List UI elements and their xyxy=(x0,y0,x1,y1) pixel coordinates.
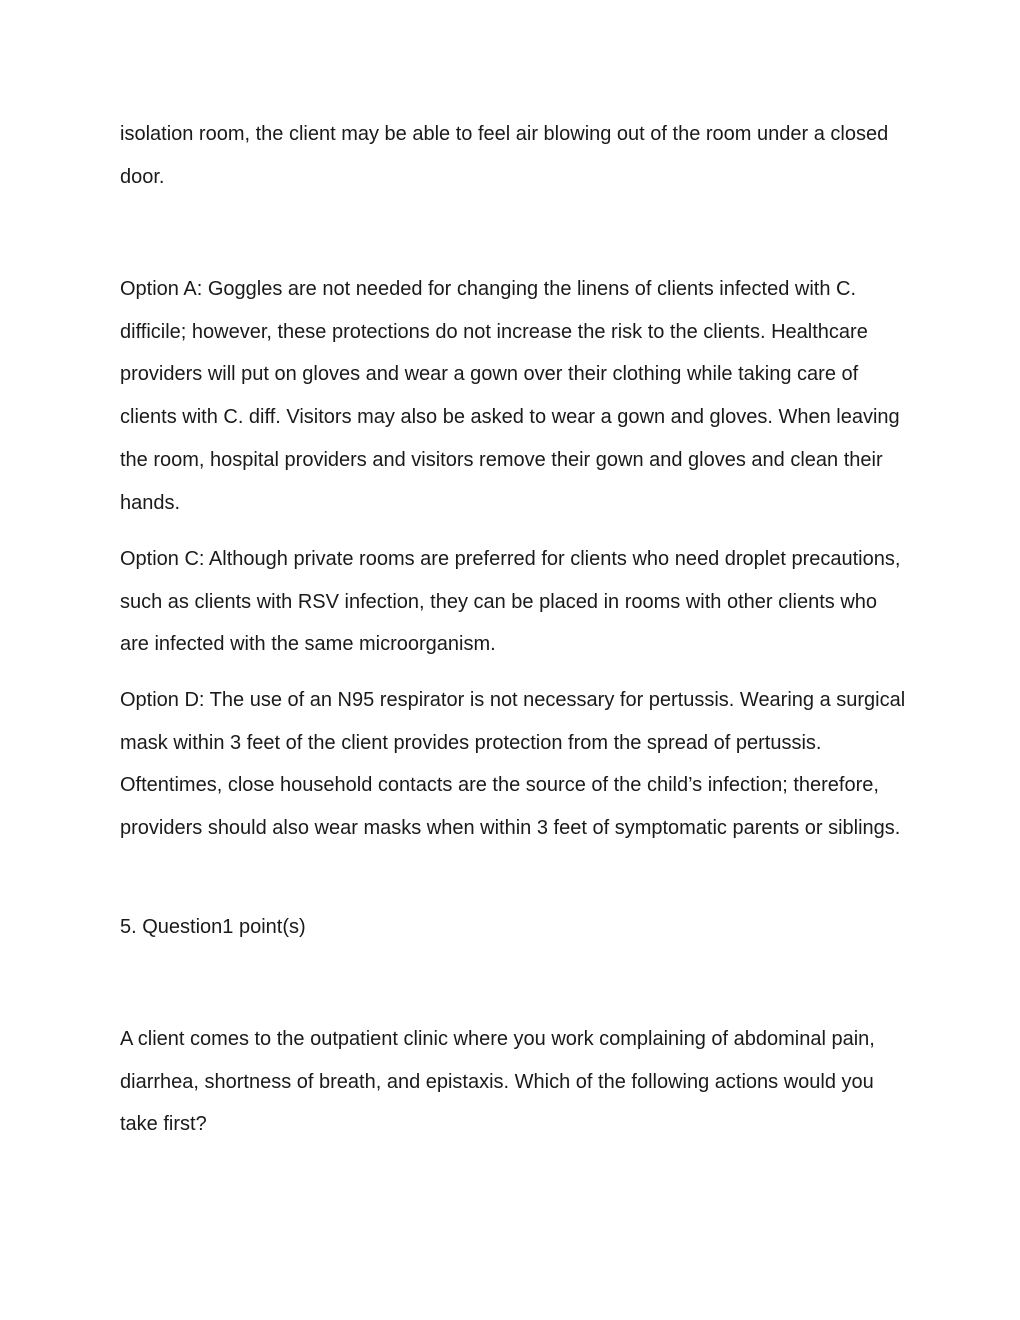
paragraph-option-c-rationale: Option C: Although private rooms are preferred for clients who need droplet precautions, such as clients with RSV infection, they can be placed in rooms with other clients who are infected with the same microorganism. xyxy=(120,548,901,656)
paragraph-option-a-rationale: Option A: Goggles are not needed for changing the linens of clients infected with C. difficile; however, these protections do not increase the risk to the clients. Healthcare providers will put on gloves and wear a gown over their clothing while taking care of clients with C. diff. Visitors may also be asked to wear a gown and gloves. When leaving the room, hospital providers and visitors remove their gown and gloves and clean their hands. xyxy=(120,278,900,514)
question-header: 5. Question1 point(s) xyxy=(120,916,306,938)
question-stem: A client comes to the outpatient clinic where you work complaining of abdominal pain, diarrhea, shortness of breath, and epistaxis. Which of the following actions would you take first? xyxy=(120,1028,875,1136)
paragraph-option-d-rationale: Option D: The use of an N95 respirator is not necessary for pertussis. Wearing a surgical mask within 3 feet of the client provides protection from the spread of pertussis. Oftentimes, close household contacts are the source of the child’s infection; therefore, providers should also wear masks when within 3 feet of symptomatic parents or siblings. xyxy=(120,689,906,840)
paragraph-isolation-room-continuation: isolation room, the client may be able to feel air blowing out of the room under a closed door. xyxy=(120,123,889,188)
